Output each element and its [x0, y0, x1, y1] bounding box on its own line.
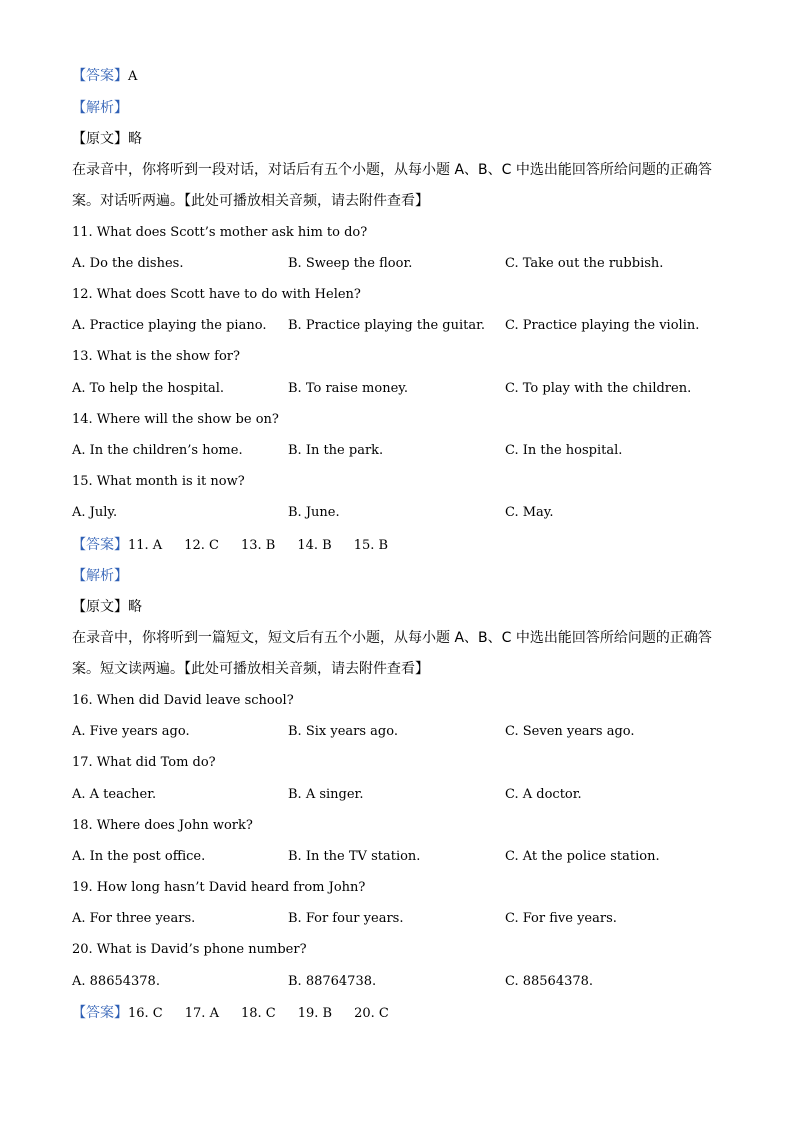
answer-line	[72, 68, 137, 85]
option-19-b: B. For four years.	[288, 911, 404, 926]
answer-item: 11. A	[128, 538, 163, 553]
answer-item: 13. B	[240, 538, 276, 553]
option-19-a: A. For three years.	[72, 911, 196, 926]
option-13-b: B. To raise money.	[288, 381, 409, 396]
option-15-c: C. May.	[505, 505, 554, 520]
instruction-line-2: 案。对话听两遍。【此处可播放相关音频，请去附件查看】	[72, 193, 429, 209]
option-18-b: B. In the TV station.	[288, 849, 421, 864]
answer-item: 20. C	[354, 1006, 389, 1021]
option-12-b: B. Practice playing the guitar.	[288, 318, 486, 333]
answer-item: 15. B	[353, 538, 389, 553]
option-16-a: A. Five years ago.	[72, 724, 190, 739]
option-13-c: C. To play with the children.	[505, 381, 692, 396]
option-18-a: A. In the post office.	[72, 849, 206, 864]
option-20-b: B. 88764738.	[288, 974, 377, 989]
option-19-c: C. For five years.	[505, 911, 617, 926]
question-15: 15. What month is it now?	[72, 474, 245, 489]
question-20: 20. What is David’s phone number?	[72, 942, 307, 957]
original-line-2	[72, 599, 142, 616]
answer-value: A	[128, 69, 138, 84]
option-17-b: B. A singer.	[288, 787, 364, 802]
question-18: 18. Where does John work?	[72, 818, 253, 833]
answers-label: 【答案】	[72, 537, 128, 553]
option-12-a: A. Practice playing the piano.	[72, 318, 267, 333]
question-19: 19. How long hasn’t David heard from John?	[72, 880, 366, 895]
original-label-2: 【原文】	[72, 599, 128, 615]
instruction-line-3: 在录音中，你将听到一篇短文，短文后有五个小题，从每小题 A、B、C 中选出能回答所给问题的正确答	[72, 630, 712, 646]
answers-11-15	[72, 537, 410, 554]
original-label: 【原文】	[72, 131, 128, 147]
option-11-c: C. Take out the rubbish.	[505, 256, 664, 271]
option-11-b: B. Sweep the floor.	[288, 256, 413, 271]
instruction-line-1: 在录音中，你将听到一段对话，对话后有五个小题，从每小题 A、B、C 中选出能回答所给问题的正确答	[72, 162, 712, 178]
option-12-c: C. Practice playing the violin.	[505, 318, 700, 333]
answer-label: 【答案】	[72, 68, 128, 84]
option-20-c: C. 88564378.	[505, 974, 594, 989]
question-17: 17. What did Tom do?	[72, 755, 216, 770]
analysis-line	[72, 100, 128, 117]
question-16: 16. When did David leave school?	[72, 693, 294, 708]
answer-item: 19. B	[297, 1006, 333, 1021]
option-20-a: A. 88654378.	[72, 974, 160, 989]
analysis-label: 【解析】	[72, 100, 128, 116]
answer-item: 14. B	[297, 538, 332, 553]
option-13-a: A. To help the hospital.	[72, 381, 224, 396]
original-value: 略	[128, 131, 142, 147]
question-14: 14. Where will the show be on?	[72, 412, 279, 427]
option-14-a: A. In the children’s home.	[72, 443, 243, 458]
question-11: 11. What does Scott’s mother ask him to do?	[72, 225, 368, 240]
question-13: 13. What is the show for?	[72, 349, 240, 364]
analysis-label-2: 【解析】	[72, 568, 128, 584]
analysis-line-2	[72, 568, 128, 585]
answer-item: 17. A	[184, 1006, 219, 1021]
answers-label-2: 【答案】	[72, 1005, 128, 1021]
option-14-c: C. In the hospital.	[505, 443, 623, 458]
option-18-c: C. At the police station.	[505, 849, 660, 864]
original-line	[72, 131, 142, 148]
option-17-c: C. A doctor.	[505, 787, 582, 802]
option-17-a: A. A teacher.	[72, 787, 157, 802]
original-value-2: 略	[128, 599, 142, 615]
answer-item: 12. C	[184, 538, 219, 553]
option-14-b: B. In the park.	[288, 443, 384, 458]
option-11-a: A. Do the dishes.	[72, 256, 184, 271]
option-15-a: A. July.	[72, 505, 118, 520]
instruction-line-4: 案。短文读两遍。【此处可播放相关音频，请去附件查看】	[72, 661, 429, 677]
answer-item: 16. C	[128, 1006, 163, 1021]
question-12: 12. What does Scott have to do with Helen?	[72, 287, 361, 302]
answer-item: 18. C	[240, 1006, 276, 1021]
option-16-c: C. Seven years ago.	[505, 724, 635, 739]
option-16-b: B. Six years ago.	[288, 724, 398, 739]
option-15-b: B. June.	[288, 505, 340, 520]
answers-16-20	[72, 1005, 411, 1022]
